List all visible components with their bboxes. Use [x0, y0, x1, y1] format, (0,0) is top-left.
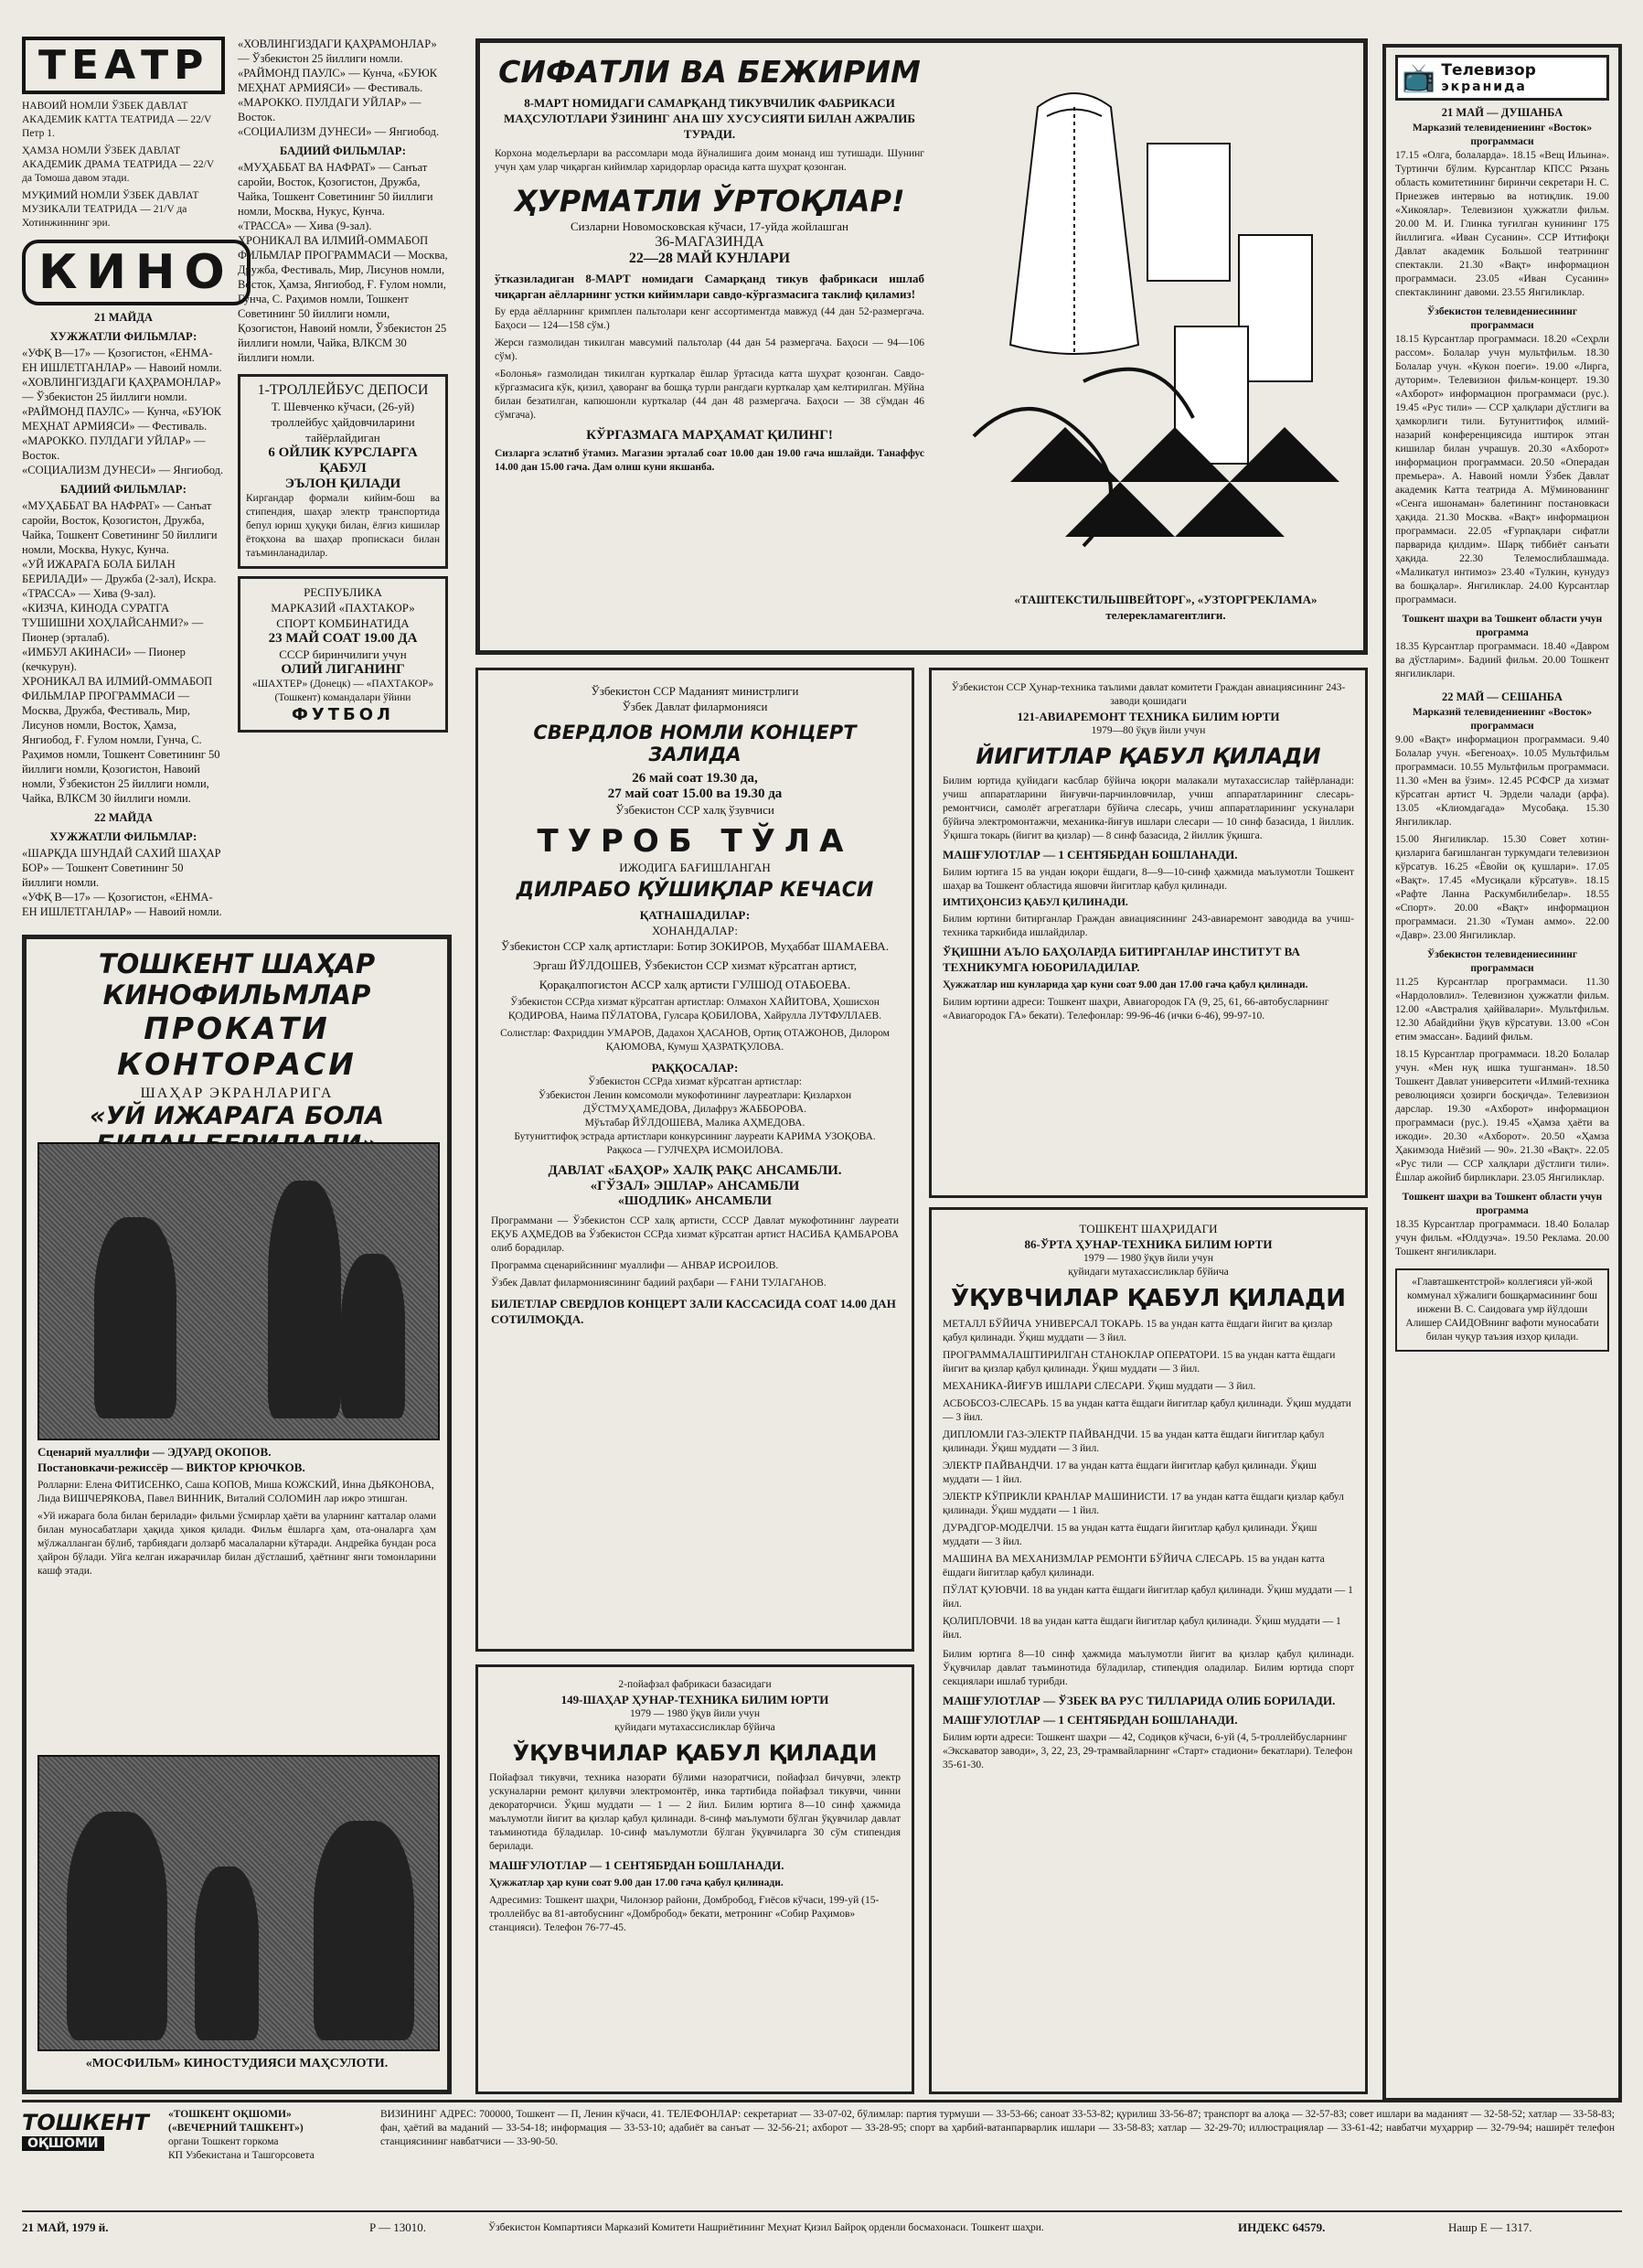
- condolence-notice: «Главташкентстрой» коллегияси уй-жой коммунал хўжалиги бошқармасининг бош инжени В. С. Саидовага умр йўлдоши Алишер САИДОВнинг вафоти муносабати билан чуқур таъзия изҳор қилади.: [1395, 1268, 1609, 1352]
- fashion-store: 36-МАГАЗИНДА: [655, 234, 764, 250]
- school149-docs: Ҳужжатлар ҳар куни соат 9.00 дан 17.00 гача қабул қилинади.: [489, 1878, 784, 1888]
- fashion-store-intro: Сизларни Новомосковская кўчаси, 17-уйда жойлашган: [570, 219, 848, 233]
- school86-item: АСБОБСОЗ-СЛЕСАРЬ. 15 ва ундан катта ёшдаги йигитлар қабул қилинади. Ўқиш муддати — 3 йил.: [943, 1398, 1351, 1423]
- fashion-comrades: ҲУРМАТЛИ ЎРТОҚЛАР!: [514, 184, 905, 219]
- school243-title: ЙИГИТЛАР ҚАБУЛ ҚИЛАДИ: [976, 744, 1321, 769]
- cinema-ad-title-2: ПРОКАТИ КОНТОРАСИ: [117, 1011, 357, 1082]
- school243-years: 1979—80 ўқув йили учун: [1091, 725, 1206, 736]
- tv-program-2: 18.15 Курсантлар программаси. 18.20 «Сеҳрли рассом». Болалар учун мультфильм. 18.30 Болалар учун. «Кукон поеги». 19.00 «Лирга, дуторим». Телевизион фильм-концерт. 19.30 «Ахборот» информацион программаси (рус.). 19.45 «Рус тили» — ССР ҳалқлари дўстлиги ва ҳамкорлиги тили. Бутуниттифоқ илмий-назарий конференциясида иштирок этган кишилар билан учрашув. 20.30 «Ахборот» информацион программаси. 20.50 «Операдан премьера». А. Навоий номли Ўзбек Давлат академик Катта театрида А. Мўминованинг «Сенга ишонаман» балетининг постановкаси ҳақида. 21.30 Москва. «Вақт» информацион программаси. 22.05 «Ғурпақлари сифатли парварида қилдим». Шарқ тиббиёт санъати ҳақида. 22.30 Телемослиблашмада. «Маликатул интимоз» 23.40 «Тулкин, кунудуз ва бошқалар». Янгиликлар. 24.00 Курсантлар программаси.: [1395, 334, 1609, 605]
- listings-right: [238, 37, 448, 919]
- fashion-dates: 22—28 МАЙ КУНЛАРИ: [628, 251, 791, 266]
- pakhtakor-line-3: СПОРТ КОМБИНАТИДА: [276, 616, 410, 630]
- concert-hall: СВЕРДЛОВ НОМЛИ КОНЦЕРТ ЗАЛИДА: [533, 722, 857, 765]
- list-item: «РАЙМОНД ПАУЛС» — Кунча, «БУЮК МЕҲНАТ АРМИЯСИ» — Фестиваль.: [238, 67, 438, 94]
- tv-program-8: 18.35 Курсантлар программаси. 18.40 Болалар учун фильм. «Юлдузча». 19.50 Реклама. 20.00 Тошкент янгиликлари.: [1395, 1219, 1609, 1257]
- publisher-2: («ВЕЧЕРНИЙ ТАШКЕНТ»): [168, 2123, 304, 2134]
- credit-cast: Ролларни: Елена ФИТИСЕНКО, Саша КОПОВ, Миша КОЖСКИЙ, Инна ДЬЯКОНОВА, Лида ВИШЧЕРЯКОВА, Павел ВИННИК, Виталий СОЛОМИН лар ижро этишган.: [37, 1480, 434, 1504]
- pakhtakor-line-1: РЕСПУБЛИКА: [304, 585, 382, 599]
- concert-ministry: Ўзбекистон ССР Маданият министрлиги: [591, 684, 799, 698]
- kino-list-2-repeat: [238, 160, 448, 365]
- concert-p5: Солистлар: Фахриддин УМАРОВ, Дадахон ҲАСАНОВ, Ортиқ ОТАЖОНОВ, Дилором ҚАЮМОВА, Кумуш ҲАЗРАТҚУЛОВА.: [500, 1028, 890, 1053]
- list-item: «СОЦИАЛИЗМ ДУНЕСИ» — Янгиобод.: [238, 125, 440, 138]
- concert-name: ТУРОБ ТЎЛА: [537, 823, 853, 860]
- tv-program-1: 17.15 «Олга, болаларда». 18.15 «Вещ Ильина». Туртинчи бўлим. Курсантлар КПСС Рязань область комитетининг биринчи секретари Н. С. Приезжев интервью ва нотиқлик. 19.00 «Хикоялар». Телевизион ҳужжатли фильм. 20.00 М. И. Глинка туғилган кунининг 175 йиллигига. «Иван Сусанин». ССР Иттифоқи Давлат академик Большой театрининг спектакли. 21.30 «Вақт» информацион программаси. 23.05 «Иван Сусанин» спектаклининг давоми. 23.55 Янгиликлар.: [1395, 150, 1609, 298]
- school243-body-2: Билим юртига 15 ва ундан юқори ёшдаги, 8—9—10-синф ҳажмида маълумотли Тошкент шаҳар ва Тошкент областида яшовчи йигитлар қабул қилинади.: [943, 867, 1354, 892]
- pakhtakor-line-7: «ШАХТЕР» (Донецк) — «ПАХТАКОР» (Тошкент) командалари ўйини: [251, 679, 434, 703]
- school86-item: ЭЛЕКТР КЎПРИКЛИ КРАНЛАР МАШИНИСТИ. 17 ва ундан катта ёшдаги қизлар қабул қилинади. Ўқиш муддати — 1 йил.: [943, 1492, 1344, 1516]
- kino-sub-2: БАДИИЙ ФИЛЬМЛАР:: [60, 483, 187, 496]
- pakhtakor-line-4: 23 МАЙ СОАТ 19.00 ДА: [268, 631, 418, 646]
- tv-uz-1: Ўзбекистон телевидениесининг программаси: [1426, 306, 1578, 331]
- concert-phil: Ўзбек Давлат филармонияси: [622, 700, 768, 713]
- school86-start: МАШҒУЛОТЛАР — ЎЗБЕК ВА РУС ТИЛЛАРИДА ОЛИБ БОРИЛАДИ.: [943, 1694, 1336, 1707]
- editorial-address: ВИЗИНИНГ АДРЕС: 700000, Тошкент — П, Ленин кўчаси, 41. ТЕЛЕФОНЛАР: секретариат — 33-07-02, бўлимлар: партия турмуши — 33-53-66; саноат 33-53-82; қурилиш 33-56-87; транспорт ва алоқа — 32-57-83; совет ишлари ва маданият — 32-58-52; хатлар — 33-58-83; фан, ҳаётий ва маданий — 33-54-18; информация — 33-53-10; адабиёт ва санъат — 32-56-21; ахборот — 33-28-95; спорт ва ҳарбий-ватанпарварлик ишлари — 33-58-83; хатлар — 32-29-70; иллюстрациялар — 33-61-42; навбатчи муҳаррир — 32-79-94; наширёт телефон станциясининг навбатчиси — 33-90-50.: [380, 2109, 1615, 2147]
- concert-tribute: ИЖОДИГА БАҒИШЛАНГАН: [619, 861, 771, 874]
- fashion-hours: Сизларга эслатиб ўтамиз. Магазин эрталаб соат 10.00 дан 19.00 гача ишлайди. Танаффус 14.00 дан 15.00 гача. Дам олиш куни якшанба.: [495, 448, 924, 473]
- newspaper-footer: [22, 2100, 1622, 2258]
- theatre-line-2: ҲАМЗА НОМЛИ ЎЗБЕК ДАВЛАТ АКАДЕМИК ДРАМА ТЕАТРИДА — 22/V да Томоша давом этади.: [22, 145, 214, 184]
- tv-uz-2: Ўзбекистон телевидениесининг программаси: [1426, 949, 1578, 974]
- fashion-body-1: Бу ерда аёлларнинг кримплен пальтолари кенг ассортиментда мавжуд (44 дан 52-размергача. Баҳоси — 124—158 сўм.): [495, 306, 924, 331]
- concert-d2: Ўзбекистон Ленин комсомоли мукофотининг лауреатлари: Қизларxон ДЎСТМУҲАМЕДОВА, Дилафруз ЖАББОРОВА.: [538, 1090, 852, 1115]
- fashion-text: [495, 54, 924, 475]
- school86-item: ПРОГРАММАЛАШТИРИЛГАН СТАНОКЛАР ОПЕРАТОРИ. 15 ва ундан катта ёшдаги йигит ва қизлар қабул қилинади. Ўқиш муддати — 3 йил.: [943, 1350, 1336, 1375]
- tv-program-5: 15.00 Янгиликлар. 15.30 Совет хотин-қизларига бағишланган туркумдаги телевизион кўрсатув. 16.25 «Ёвойи оқ қушлари». 17.05 «Вақт». 17.45 «Мусиқали кўрсатув». 18.15 «Рафте Ланна Раскумбилибелар». 18.55 «Спорт». 20.00 «Вақт» информацион программаси. 21.30 «Туман аммо». 22.00 «Давр». 23.00 Янгиликлар.: [1395, 834, 1609, 941]
- list-item: «МУҲАББАТ ВА НАФРАТ» — Санъат саройи, Восток, Қозогистон, Дружба, Чайка, Тошкент Советининг 50 йиллиги номли, Москва, Нукус, Кунча.: [238, 161, 433, 218]
- tv-program-4: 9.00 «Вақт» информацион программаси. 9.40 Болалар учун. «Бегеноаҳ». 10.05 Мультфильм программаси. 10.55 Мультфильм программаси. 11.30 «Мен ва ўзим». 12.45 РСФСР да хизмат кўрсатган артист Ч. Эрдели чалади (арфа). 13.05 «Клиомдагада» Мусобақа. 15.30 Янгиликлар.: [1395, 734, 1609, 828]
- listings-column: [22, 37, 452, 933]
- concert-p2: Эргаш ЙЎЛДОШЕВ, Ўзбекистон ССР хизмат кўрсатган артист,: [532, 958, 857, 972]
- concert-poet: Ўзбекистон ССР халқ ўзувчиси: [615, 803, 774, 817]
- concert-d3: Мўътабар ЙЎЛДОШЕВА, Малика АҲМЕДОВА.: [584, 1118, 805, 1129]
- tv-central-2: Марказий телевидениенинг «Восток» программаси: [1412, 707, 1593, 732]
- school149-address: Адресимиз: Тошкент шаҳри, Чилонзор райони, Домбробод, Ғиёсов кўчаси, 199-уй (15-троллейбус ва 81-автобуснинг «Домбробод» бекати, метронинг «Собир Раҳимов» станцияси). Телефон 76-77-45.: [489, 1895, 880, 1933]
- figure-silhouette: [314, 1821, 414, 2040]
- concert-ensemble-3: «ШОДЛИК» АНСАМБЛИ: [617, 1194, 773, 1208]
- concert-d1: Ўзбекистон ССРда хизмат кўрсатган артистлар:: [588, 1076, 802, 1087]
- concert-singers: ХОНАНДАЛАР:: [651, 924, 739, 937]
- figure-silhouette: [341, 1254, 405, 1418]
- school243-ministry: Ўзбекистон ССР Ҳунар-техника таълими давлат комитети Граждан авиациясининг 243-заводи қошидаги: [951, 682, 1346, 707]
- kino-list-3: [22, 846, 225, 919]
- theatre-line-3: МУҚИМИЙ НОМЛИ ЎЗБЕК ДАВЛАТ МУЗИКАЛИ ТЕАТРИДА — 21/V да Хотинжиннинг эри.: [22, 190, 199, 229]
- tv-program-3: 18.35 Курсантлар программаси. 18.40 «Давром ва дўстларим». Бадиий фильм. 20.00 Тошкент янгиликлари.: [1395, 641, 1609, 679]
- list-item: «КИЗЧА, КИНОДА СУРАТГА ТУШИШНИ ХОҲЛАЙСАНМИ?» — Пионер (эрталаб).: [22, 602, 204, 644]
- list-item: «СОЦИАЛИЗМ ДУНЕСИ» — Янгиобод.: [22, 464, 224, 476]
- list-item: «РАЙМОНД ПАУЛС» — Кунча, «БУЮК МЕҲНАТ АРМИЯСИ» — Фестиваль.: [22, 405, 222, 433]
- concert-p4: Ўзбекистон ССРда хизмат кўрсатган артистлар: Олмахон ХАЙИТОВА, Ҳошисхон ҚОДИРОВА, Наима ПЎЛАТОВА, Гулсара ҚОБИЛОВА, Хайрулла ЛУТФУЛЛАЕВ.: [507, 997, 882, 1022]
- school86-item: ҚОЛИПЛОВЧИ. 18 ва ундан катта ёшдаги йигитлар қабул қилинади. Ўқиш муддати — 1 йил.: [943, 1616, 1341, 1641]
- cinema-ad: [22, 935, 452, 2094]
- school86-ad: [929, 1207, 1368, 2094]
- trolleybus-address: Т. Шевченко кўчаси, (26-уй): [271, 400, 415, 413]
- fashion-exhibit: ўтказиладиган 8-МАРТ номидаги Самарқанд тикув фабрикаси ишлаб чиқарган аёлларнинг устки кийимлари савдо-кўргазмасига таклиф қиламиз!: [495, 272, 924, 301]
- print-index: P — 13010.: [369, 2220, 426, 2234]
- pakhtakor-ad: [238, 576, 448, 733]
- concert-author: Программа сценарийсининг муаллифи — АНВАР ИСРОИЛОВ.: [491, 1260, 779, 1271]
- tv-heading: [1395, 55, 1609, 101]
- figure-silhouette: [67, 1812, 167, 2040]
- fashion-body-2: Жерси газмолидан тикилган мавсумий пальтолар (44 дан 54 размергача. Баҳоси — 94—106 сўм).: [495, 337, 924, 362]
- publisher-1: «ТОШКЕНТ ОҚШОМИ»: [168, 2109, 292, 2120]
- concert-participants: ҚАТНАШАДИЛАР:: [639, 908, 751, 922]
- cinema-ad-studio: «МОСФИЛЬМ» КИНОСТУДИЯСИ МАҲСУЛОТИ.: [85, 2057, 389, 2070]
- school149-for: қуйидаги мутахассисликлар бўйича: [614, 1722, 775, 1733]
- tv-heading-bottom: экранида: [1441, 80, 1527, 94]
- concert-lead: Программани — Ўзбекистон ССР халқ артисти, СССР Давлат мукофотининг лауреати ЕҚУБ АҲМЕДОВ ва Ўзбекистон ССРда хизмат кўрсатган артист НАСИБА ҚАМБАРОВА олиб борадилар.: [491, 1215, 899, 1254]
- tv-day-1: 21 МАЙ — ДУШАНБА: [1441, 106, 1563, 119]
- school149-ad: [475, 1664, 914, 2094]
- list-item: «ШАРҚДА ШУНДАЙ САХИЙ ШАҲАР БОР» — Тошкент Советининг 50 йиллиги номли.: [22, 847, 221, 889]
- school86-for: қуйидаги мутахассисликлар бўйича: [1068, 1267, 1229, 1278]
- printer-info: Ўзбекистон Компартияси Марказий Комитети Нашриётининг Меҳнат Қизил Байроқ орденли босмахонаси. Тошкент шаҳри.: [488, 2222, 1044, 2233]
- school149-title: ЎҚУВЧИЛАР ҚАБУЛ ҚИЛАДИ: [512, 1740, 878, 1766]
- list-item: ХРОНИКАЛ ВА ИЛМИЙ-ОММАБОП ФИЛЬМЛАР ПРОГРАММАСИ — Москва, Дружба, Фестиваль, Мир, Лисунов номли, Восток, Ҳамза, Янгиобод, Ғ. Ғулом номли, Гунча, С. Раҳимов номли, Тошкент Советининг 50 йиллиги номли, Қозогистон, Навоий номли, Ўзбекистон 25 йиллиги номли, Чайка, ВЛКСМ 30 йиллиги номли.: [22, 675, 220, 805]
- concert-ensemble-2: «ГЎЗАЛ» ЭШЛАР» АНСАМБЛИ: [590, 1179, 800, 1193]
- list-item: «ТРАССА» — Хива (9-зал).: [238, 219, 372, 232]
- pakhtakor-line-8: ФУТБОЛ: [292, 705, 394, 724]
- concert-tickets: БИЛЕТЛАР СВЕРДЛОВ КОНЦЕРТ ЗАЛИ КАССАСИДА СОАТ 14.00 ДАН СОТИЛМОҚДА.: [491, 1297, 896, 1326]
- school243-address: Билим юртини адреси: Тошкент шаҳри, Авиагородок ГА (9, 25, 61, 66-автобусларнинг «Авиагородок ГА» бекати). Телефонлар: 99-96-46 (ички 6-46), 99-97-10.: [943, 997, 1329, 1022]
- school86-city: ТОШКЕНТ ШАҲРИДАГИ: [1079, 1222, 1218, 1236]
- kino-list-1-repeat: [238, 37, 448, 139]
- tv-city-1: Тошкент шаҳри ва Тошкент области учун программа: [1402, 614, 1603, 638]
- concert-d5: Рақкоса — ГУЛЧЕҲРА ИСМОИЛОВА.: [606, 1145, 784, 1156]
- tv-program-7: 18.15 Курсантлар программаси. 18.20 Болалар учун. «Мен нуқ ишка тушганман». 18.50 Тошкент Давлат университети «Илмий-техника революцияси ҳозирги босқичда». Телевизион дарслар. 19.30 «Ахборот» информацион программаси (рус.). 19.45 «Ҳамза ҳаёти ва ижоди». 20.30 «Ахборот». 20.50 «Ҳамза Ҳакимзода Ниёзий — 90». 21.30 «Вақт». 22.05 «Рус тили — ССР халқлари дўстлиги тили». Ёшлар ажойиб бирликлари. 23.05 Янгиликлар.: [1395, 1049, 1609, 1183]
- school243-body: Билим юртида қуйидаги касблар бўйича юқори малакали мутахассислар тайёрланади: учиш аппаратларини йиғувчи-парчинловчилар, учиш аппаратларининг слесарь-ремонтчиси, самолёт агрегатлари бўйича слесарь, учиш аппаратларининг ускуналари бўйича электромонтажчи, механика-йиғув ишлари слесари — 10 синф базасида, 1 йиллик. Ўқишга токарь (йигит ва қизлар) — 8 синф базасида, 2 йиллик ўқишга.: [943, 776, 1354, 841]
- school86-item: МЕХАНИКА-ЙИҒУВ ИШЛАРИ СЛЕСАРИ. Ўқиш муддати — 3 йил.: [943, 1381, 1256, 1392]
- figure-silhouette: [195, 1867, 259, 2040]
- trolleybus-ad: [238, 374, 448, 569]
- list-item: ХРОНИКАЛ ВА ИЛМИЙ-ОММАБОП ФИЛЬМЛАР ПРОГРАММАСИ — Москва, Дружба, Фестиваль, Мир, Лисунов номли, Восток, Ҳамза, Янгиобод, Ғ. Ғулом номли, Гунча, С. Раҳимов номли, Тошкент Советининг 50 йиллиги номли, Қозогистон, Навоий номли, Ўзбекистон 25 йиллиги номли, Чайка, ВЛКСМ 30 йиллиги номли.: [238, 234, 448, 364]
- kino-date-1: 21 МАЙДА: [94, 311, 153, 324]
- theatre-section: [22, 37, 234, 919]
- figure-silhouette: [94, 1217, 176, 1418]
- school149-name: 149-ШАҲАР ҲУНАР-ТЕХНИКА БИЛИМ ЮРТИ: [560, 1693, 829, 1706]
- school149-years: 1979 — 1980 ўқув йили учун: [629, 1708, 761, 1719]
- school86-item: МАШИНА ВА МЕХАНИЗМЛАР РЕМОНТИ БЎЙИЧА СЛЕСАРЬ. 15 ва ундан катта ёшдаги йигитлар қабул қилинади.: [943, 1554, 1325, 1578]
- kino-list-2: [22, 498, 225, 806]
- school86-address: Билим юрти адреси: Тошкент шаҳри — 42, Содиқов кўчаси, 6-уй (4, 5-троллейбусларнинг «Экскаватор заводи», 3, 22, 23, 29-трамвайларнинг «Старт» стадиони» бекатлари). Телефон 35-61-30.: [943, 1732, 1353, 1771]
- list-item: «УЙ ИЖАРАГА БОЛА БИЛАН БЕРИЛАДИ» — Дружба (2-зал), Искра.: [22, 558, 217, 585]
- figure-silhouette: [268, 1181, 341, 1418]
- theatre-heading: ТЕАТР: [22, 37, 225, 94]
- tv-program-6: 11.25 Курсантлар программаси. 11.30 «Нардоловлил». Телевизион ҳужжатли фильм. 12.00 «Австралия ҳаййвалари». Мультфильм. 12.30 Абайдийни ўқув кўрсатуви. 13.00 «Сон етим эмассан». Бадиий фильм.: [1395, 977, 1609, 1043]
- list-item: «МАРОККО. ПУЛДАГИ УЙЛАР» — Восток.: [22, 434, 206, 462]
- cinema-ad-review: «Уй ижарага бола билан берилади» фильми ўсмирлар ҳаёти ва уларнинг катталар олами билан муносабатлари ҳақида ҳикоя қилади. Фильм ёшларга ҳам, ота-оналарга ҳам мўлжалланган бўлиб, тарбиядаги долзарб масалаларни кўтаради. Андрейка бундан роса ҳайрон бўлади. Уйга келган ижарачилар билан дўстлашиб, ҳаётнинг янги томонларини кашф этади.: [37, 1511, 436, 1577]
- school149-start: МАШҒУЛОТЛАР — 1 СЕНТЯБРДАН БОШЛАНАДИ.: [489, 1858, 784, 1872]
- tv-central-1: Марказий телевидениенинг «Восток» программаси: [1412, 123, 1593, 147]
- trolleybus-title: 1-ТРОЛЛЕЙБУС ДЕПОСИ: [257, 382, 429, 398]
- fashion-title: СИФАТЛИ ВА БЕЖИРИМ: [498, 54, 921, 90]
- school243-body-3: Билим юртини битирганлар Граждан авиациясининг 243-авиаремонт заводида ва учиш-техника таркибида ишлайдилар.: [943, 914, 1354, 938]
- school243-excellent-2: ЎҚИШНИ АЪЛО БАҲОЛАРДА БИТИРГАНЛАР ИНСТИТУТ ВА ТЕХНИКУМГА ЮБОРИЛАДИЛАР.: [943, 945, 1300, 974]
- concert-director: Ўзбек Давлат филармониясининг бадиий раҳбари — ҒАНИ ТУЛАГАНОВ.: [491, 1278, 827, 1289]
- school86-name: 86-ЎРТА ҲУНАР-ТЕХНИКА БИЛИМ ЮРТИ: [1024, 1237, 1273, 1251]
- concert-p3: Қорақалпогистон АССР халқ артисти ГУЛШОД ОТАБОЕВА.: [539, 978, 851, 991]
- cinema-ad-film: «УЙ ИЖАРАГА БОЛА: [90, 1102, 384, 1130]
- school243-excellent: ИМТИҲОНСИЗ ҚАБУЛ ҚИЛИНАДИ.: [943, 897, 1128, 908]
- tv-icon: 📺: [1402, 62, 1436, 93]
- cinema-ad-title-1: ТОШКЕНТ ШАҲАР КИНОФИЛЬМЛАР: [98, 948, 376, 1011]
- kino-sub-3: ХУЖЖАТЛИ ФИЛЬМЛАР:: [49, 830, 197, 843]
- school86-item: ДИПЛОМЛИ ГАЗ-ЭЛЕКТР ПАЙВАНДЧИ. 15 ва ундан катта ёшдаги йигитлар қабул қилинади. Ўқиш муддати — 3 йил.: [943, 1429, 1325, 1454]
- concert-d4: Бутуниттифоқ эстрада артистлари конкурсининг лауреати КАРИМА УЗОҚОВА.: [514, 1131, 876, 1142]
- school86-item: МЕТАЛЛ БЎЙИЧА УНИВЕРСАЛ ТОКАРЬ. 15 ва ундан катта ёшдаги йигит ва қизлар қабул қилинади. Ўқиш муддати — 3 йил.: [943, 1319, 1333, 1343]
- school149-body: Пойафзал тикувчи, техника назорати бўлими назоратчиси, пойафзал бичувчи, электр ускуналарни ремонт қилувчи электромонтёр, инка тартибида пойафзал тикувчи, чинни декораторчиси. Ўқиш муддати — 1 — 2 йил. Билим юртига 8—10 синф ҳажмида маълумотли йигит ва қизлар қабул қилинади. 8-синф маълумоти бўлган ўқувчилар давлат таъминотида бўладилар. 10-синф маълумотли бўлган ўқувчиларга 30 сўм стипендия берилади.: [489, 1772, 901, 1852]
- publisher-block: [168, 2108, 369, 2163]
- list-item: «МУҲАББАТ ВА НАФРАТ» — Санъат саройи, Восток, Қозогистон, Дружба, Чайка, Тошкент Советининг 50 йиллиги номли, Москва, Нукус, Кунча.: [22, 499, 218, 556]
- concert-ad: [475, 668, 914, 1652]
- masthead-top: ТОШКЕНТ: [22, 2110, 149, 2135]
- fashion-ad: [475, 38, 1368, 655]
- school86-item: ПЎЛАТ ҚУЮВЧИ. 18 ва ундан катта ёшдаги йигитлар қабул қилинади. Ўқиш муддати — 1 йил.: [943, 1585, 1353, 1610]
- concert-p1: Ўзбекистон ССР халқ артистлари: Ботир ЗОКИРОВ, Муҳаббат ШАМАЕВА.: [501, 939, 889, 953]
- order-number: Нашр Е — 1317.: [1448, 2220, 1532, 2234]
- concert-ensemble-1: ДАВЛАТ «БАҲОР» ХАЛҚ РАҚС АНСАМБЛИ.: [548, 1163, 842, 1178]
- masthead-logo: [22, 2110, 159, 2152]
- kino-heading: КИНО: [22, 240, 251, 305]
- coats-illustration: [937, 52, 1358, 564]
- school243-docs: Ҳужжатлар иш кунларида ҳар куни соат 9.00 дан 17.00 гача қабул қилинади.: [943, 979, 1308, 990]
- trolleybus-course: 6 ОЙЛИК КУРСЛАРГА ҚАБУЛ: [268, 445, 418, 476]
- fashion-invite: КЎРГАЗМАГА МАРҲАМАТ ҚИЛИНГ!: [586, 428, 833, 443]
- school86-item: ЭЛЕКТР ПАЙВАНДЧИ. 17 ва ундан катта ёшдаги йигитлар қабул қилинади. Ўқиш муддати — 1 йил.: [943, 1460, 1317, 1485]
- trolleybus-body: Киргандар формали кийим-бош ва стипендия, шаҳар электр транспортида бепул юриш ҳуқуқи билан, ёлғиз кишилар ётоқхона ва шаҳар пропискаси билан таъминланадилар.: [246, 493, 440, 559]
- footer-divider: [22, 2210, 1622, 2212]
- school86-years: 1979 — 1980 ўқув йили учун: [1083, 1253, 1214, 1264]
- list-item: «ТРАССА» — Хива (9-зал).: [22, 587, 156, 600]
- pakhtakor-line-5: СССР биринчилиги учун: [279, 647, 407, 661]
- list-item: «МАРОККО. ПУЛДАГИ УЙЛАР» — Восток.: [238, 96, 421, 123]
- publisher-4: КП Узбекистана и Ташгорсовета: [168, 2150, 315, 2161]
- trolleybus-line: троллейбус ҳайдовчиларини тайёрлайдиган: [271, 415, 415, 444]
- cinema-ad-sub: ШАҲАР ЭКРАНЛАРИГА: [140, 1086, 334, 1101]
- list-item: «УФҚ В—17» — Қозогистон, «ЕНМА-ЕН ИШЛЕТГАНЛАР» — Навоий номли.: [22, 891, 222, 918]
- school243-name: 121-АВИАРЕМОНТ ТЕХНИКА БИЛИМ ЮРТИ: [1017, 710, 1280, 723]
- pakhtakor-line-2: МАРКАЗИЙ «ПАХТАКОР»: [271, 601, 415, 615]
- school149-top: 2-пойафзал фабрикаси базасидаги: [618, 1679, 772, 1690]
- list-item: «УФҚ В—17» — Қозогистон, «ЕНМА-ЕН ИШЛЕТГАНЛАР» — Навоий номли.: [22, 347, 222, 374]
- concert-dancers: РАҚҚОСАЛАР:: [651, 1061, 739, 1075]
- subscription-index: ИНДЕКС 64579.: [1238, 2220, 1326, 2234]
- school86-item: ДУРАДГОР-МОДЕЛЧИ. 15 ва ундан катта ёшдаги йигитлар қабул қилинади. Ўқиш муддати — 3 йил.: [943, 1523, 1318, 1547]
- fashion-body-3: «Болонья» газмолидан тикилган курткалар ёшлар ўртасида катта шуҳрат қозонган. Савдо-кўргазмасига кўк, қизил, ҳаворанг ва бошқа турли рангдаги курткалар ҳам келтирилган. Мўйна билан безатилган, капюшонли курткалар (44 дан 48 размергача. Баҳоси — 38 сўмдан 46 сўмгача).: [495, 369, 924, 421]
- film-still-photo-1: [37, 1142, 440, 1440]
- credit-screenplay: Сценарий муаллифи — ЭДУАРД ОКОПОВ.: [37, 1445, 272, 1459]
- kino-list-1: [22, 346, 225, 477]
- issue-date: 21 МАЙ, 1979 й.: [22, 2220, 109, 2234]
- concert-dates-2: 27 май соат 15.00 ва 19.30 да: [607, 786, 783, 801]
- concert-event: ДИЛРАБО ҚЎШИҚЛАР КЕЧАСИ: [516, 879, 874, 902]
- school86-title: ЎҚУВЧИЛАР ҚАБУЛ ҚИЛАДИ: [951, 1285, 1346, 1312]
- list-item: «ХОВЛИНГИЗДАГИ ҚАҲРАМОНЛАР» — Ўзбекистон 25 йиллиги номли.: [238, 37, 437, 65]
- kino-sub-1: ХУЖЖАТЛИ ФИЛЬМЛАР:: [49, 330, 197, 343]
- fashion-intro-2: Корхона моделъерлари ва рассомлари мода йўналишига доим монанд иш тутишади. Шунинг учун ҳам улар чиқарган кийимлар харидорлар орасида катта шуҳрат қозонган.: [495, 148, 924, 173]
- list-item: «ИМБУЛ АКИНАСИ» — Пионер (кечкурун).: [22, 646, 186, 673]
- school86-start-2: МАШҒУЛОТЛАР — 1 СЕНТЯБРДАН БОШЛАНАДИ.: [943, 1713, 1238, 1727]
- list-item: «ХОВЛИНГИЗДАГИ ҚАҲРАМОНЛАР» — Ўзбекистон 25 йиллиги номли.: [22, 376, 221, 403]
- film-still-photo-2: [37, 1755, 440, 2051]
- kino-sub-2-repeat: БАДИИЙ ФИЛЬМЛАР:: [280, 144, 406, 157]
- tv-program-column: [1382, 44, 1622, 2102]
- school86-body: Билим юртига 8—10 синф ҳажмида маълумотли йигит ва қизлар қабул қилинади. Ўқувчилар давлат таъминотида бўладилар, стипендия оладилар. Билим юртида спорт секциялари ишлаб турибди.: [943, 1649, 1354, 1687]
- fashion-intro: 8-МАРТ НОМИДАГИ САМАРҚАНД ТИКУВЧИЛИК ФАБРИКАСИ МАҲСУЛОТЛАРИ ЎЗИНИНГ АНА ШУ ХУСУСИЯТИ БИЛАН АЖРАЛИБ ТУРАДИ.: [504, 96, 915, 141]
- credit-director: Постановкачи-режиссёр — ВИКТОР КРЮЧКОВ.: [37, 1460, 305, 1474]
- school243-start: МАШҒУЛОТЛАР — 1 СЕНТЯБРДАН БОШЛАНАДИ.: [943, 848, 1238, 861]
- tv-day-2: 22 МАЙ — СЕШАНБА: [1442, 690, 1563, 703]
- school243-ad: [929, 668, 1368, 1198]
- kino-date-2: 22 МАЙДА: [94, 811, 153, 824]
- tv-city-2: Тошкент шаҳри ва Тошкент области учун программа: [1402, 1192, 1603, 1216]
- publisher-3: органи Тошкент горкома: [168, 2136, 279, 2147]
- theatre-line-1: НАВОИЙ НОМЛИ ЎЗБЕК ДАВЛАТ АКАДЕМИК КАТТА ТЕАТРИДА — 22/V Петр 1.: [22, 101, 212, 139]
- tv-heading-top: Телевизор: [1441, 61, 1536, 80]
- pakhtakor-line-6: ОЛИЙ ЛИГАНИНГ: [281, 662, 405, 677]
- cinema-ad-credits: [37, 1444, 436, 1578]
- concert-dates-1: 26 май соат 19.30 да,: [632, 771, 758, 786]
- trolleybus-announce: ЭЪЛОН ҚИЛАДИ: [284, 476, 401, 491]
- fashion-sponsors: «ТАШТЕКСТИЛЬШВЕЙТОРГ», «УЗТОРГРЕКЛАМА» телерекламагентлиги.: [1014, 593, 1318, 622]
- masthead-bottom: ОҚШОМИ: [22, 2136, 104, 2151]
